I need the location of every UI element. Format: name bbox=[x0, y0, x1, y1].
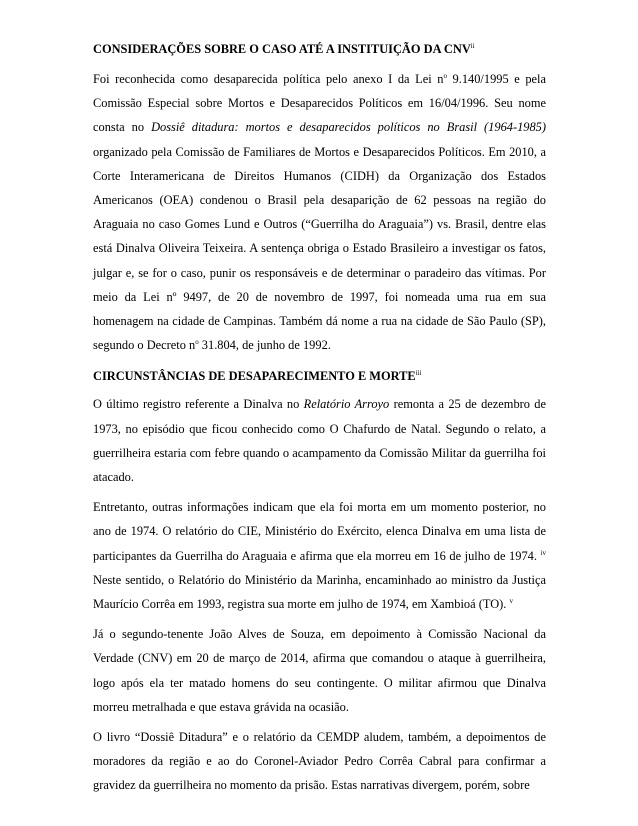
book-title: Dossiê ditadura: mortos e desaparecidos políticos no Brasil (1964-1985) bbox=[151, 120, 546, 135]
paragraph-recognition: Foi reconhecida como desaparecida política pelo anexo I da Lei $n^o$ 9.140/1995 e pela Comissão Especial sobre Mortos e Desaparecidos Políticos em 16/04/1996. Seu nome consta no Dossiê ditadura: mortos e desaparecidos políticos no Brasil (1964-1985) organizado pela Comissão de Familiares de Mortos e Desaparecidos Políticos. Em 2010, a Corte Interamericana de Direitos Humanos (CIDH) da Organização dos Estados Americanos (OEA) condenou o Brasil pela desaparição de 62 pessoas na região do Araguaia no caso Gomes Lund e Outros (“Guerrilha do Araguaia”) vs. Brasil, dentre elas está Dinalva Oliveira Teixeira. A sentença obriga o Estado Brasileiro a investigar os fatos, julgar e, se for o caso, punir os responsáveis e de determinar o paradeiro das vítimas. Por meio da Lei nº 9497, de 20 de novembro de 1997, foi nomeada uma rua em sua homenagem na cidade de Campinas. Também dá nome a rua na cidade de São Paulo (SP), segundo o Decreto $n^o$ 31.804, de junho de 1992. bbox=[93, 72, 546, 353]
section-heading-circumstances: CIRCUNSTÂNCIAS DE DESAPARECIMENTO E MORTE$^{iii}$ bbox=[93, 369, 422, 384]
paragraph-last-record: O último registro referente a Dinalva no Relatório Arroyo remonta a 25 de dezembro de 1973, no episódio que ficou conhecido como O Chafurdo de Natal. Segundo o relato, a guerrilheira estaria com febre quando o acampamento da Comissão Militar da guerrilha foi atacado. bbox=[93, 397, 546, 485]
endnote-marker: ii bbox=[470, 42, 475, 50]
endnote-marker: iii bbox=[415, 369, 422, 378]
document-page bbox=[93, 40, 546, 798]
endnote-marker: v bbox=[509, 597, 513, 606]
paragraph-later-death: Entretanto, outras informações indicam que ela foi morta em um momento posterior, no ano de 1974. O relatório do CIE, Ministério do Exército, elenca Dinalva em uma lista de participantes da Guerrilha do Araguaia e afirma que ela morreu em 16 de julho de 1974. $^{iv}$ Neste sentido, o Relatório do Ministério da Marinha, encaminhado ao ministro da Justiça Maurício Corrêa em 1993, registra sua morte em julho de 1974, em Xambioá (TO). $^v$ bbox=[93, 500, 546, 612]
paragraph-testimony: Já o segundo-tenente João Alves de Souza, em depoimento à Comissão Nacional da Verdade (CNV) em 20 de março de 2014, afirma que comandou o ataque à guerrilheira, logo após ela ter matado homens do seu contingente. O militar afirmou que Dinalva morreu metralhada e que estava grávida na ocasião. bbox=[93, 627, 546, 714]
section-heading-considerations: CONSIDERAÇÕES SOBRE O CASO ATÉ A INSTITUIÇÃO DA CNV$^{ii}$ bbox=[93, 42, 475, 56]
paragraph-pregnancy: O livro “Dossiê Ditadura” e o relatório da CEMDP aludem, também, a depoimentos de moradores da região e ao do Coronel-Aviador Pedro Corrêa Cabral para confirmar a gravidez da guerrilheira no momento da prisão. Estas narrativas divergem, porém, sobre bbox=[93, 730, 546, 793]
endnote-marker: iv bbox=[540, 548, 546, 557]
report-title: Relatório Arroyo bbox=[303, 397, 390, 412]
